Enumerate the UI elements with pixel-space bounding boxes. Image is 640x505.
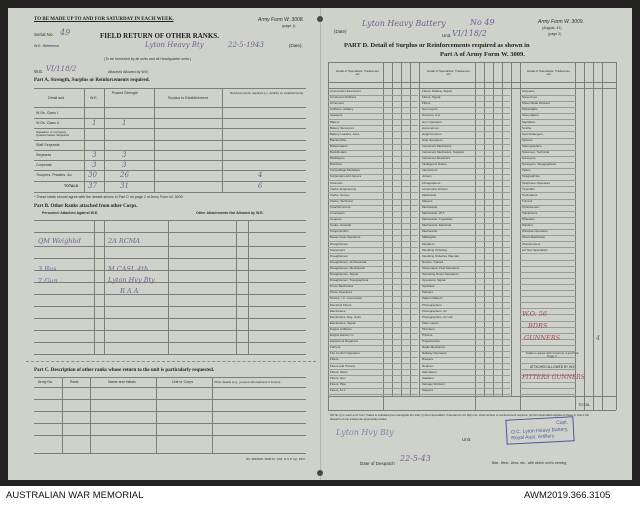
trade-row: Artificers, Artillery — [330, 107, 354, 112]
trade-row: Telephone Operators — [522, 180, 551, 185]
trade-row: Hammermen — [422, 125, 440, 130]
other-attachments-heading: Other Attachments Not Allowed by W.E. — [196, 211, 264, 215]
despatch-date-handwritten: 22-5-43 — [400, 454, 431, 463]
trade-row: Bookbinders — [330, 150, 347, 154]
printer-code: Wt. 36406/M. 5000 M. 1/43. G.S.P. Gp. 53/3 — [246, 457, 305, 461]
form-date: (August, 41) — [542, 26, 562, 30]
page-fold — [320, 8, 321, 480]
trade-row: Clerks, Engineering — [330, 186, 357, 191]
trade-row: Plate Layers — [422, 320, 439, 325]
part-b-entry: 3 Bus — [38, 265, 57, 273]
we-value: 3 — [92, 161, 97, 169]
trade-row: Moulders — [422, 241, 435, 246]
attached-allowed-note: ATTACHED ALLOWED BY W.E. — [530, 365, 576, 369]
trade-row: Fitters, M.T. — [330, 387, 346, 392]
col-head-trades: Detail of Specialists, Tradesmen, etc. — [527, 69, 571, 76]
trade-row: Tinsmiths — [522, 186, 535, 191]
form-title: FIELD RETURN OF OTHER RANKS. — [100, 32, 219, 40]
trade-row: Draughtsmen, Mechanical — [330, 265, 365, 270]
trade-row: Ammunition Examiners — [330, 89, 361, 93]
trade-row: Sheet Metal Workers — [522, 101, 550, 106]
trade-row: Camouflage Modellers — [330, 168, 361, 173]
form-page: (page 2) — [548, 32, 562, 36]
part-c-col: Name and Initials — [108, 380, 136, 384]
trade-row: Fitters — [330, 357, 339, 362]
col-detail: Detail and — [48, 96, 65, 100]
posted-total: 31 — [120, 182, 129, 190]
serial-label: Serial No. — [34, 32, 54, 37]
we-handwritten: VI/118/2 — [46, 65, 77, 73]
punch-hole — [317, 16, 323, 22]
trade-row: Projectionists — [422, 339, 440, 344]
signature-unit-handwritten: Lyton Hvy Bty — [336, 428, 394, 437]
trade-row: Shoemakers — [522, 113, 539, 118]
posted-value: 3 — [122, 151, 127, 159]
trade-row: Equipment Repairers — [330, 339, 359, 344]
trade-row: Printers — [422, 333, 433, 337]
trade-row: Draughtsmen, Architectural — [330, 259, 367, 264]
col-head-trades: Detail of Specialists, Tradesmen, etc. — [336, 69, 380, 76]
trade-row: Electricians — [330, 308, 346, 313]
form-number: Army Form W. 3008. — [258, 17, 304, 23]
part-c-col: Rank — [70, 380, 79, 384]
trade-row: Chemists — [330, 180, 343, 185]
trade-row: Smiths — [522, 125, 532, 130]
trade-row: Saddlers — [422, 375, 434, 380]
unit-handwritten: Lyton Heavy Battery — [362, 19, 446, 28]
trade-row: Interpreters — [422, 168, 438, 173]
trade-row: Operators, Signal — [422, 278, 446, 283]
trade-row: Railway Operators — [422, 351, 447, 356]
trade-row: Armament Artificers — [330, 95, 357, 100]
trade-row: Assayers — [330, 113, 343, 118]
trade-row: Telegraphists — [522, 174, 540, 179]
trade-row: Observation Post Assistants — [422, 265, 460, 270]
row-label: W.Os. Class II. — [36, 121, 60, 125]
part-c-heading: Part C. Description of other ranks whose return to the unit is particularly requested. — [34, 368, 215, 373]
trade-row: Cooks, Hospital — [330, 223, 352, 228]
trade-row: Driver Operators — [330, 290, 353, 295]
trade-row: Joiners — [422, 174, 432, 179]
we-col-handwritten: W.O. 56 — [522, 310, 547, 318]
trade-row: Mechanists — [422, 204, 438, 209]
trade-row: Welders — [522, 223, 533, 228]
trade-row: Stenographers — [522, 143, 542, 148]
trade-row: Electricians, Signal — [330, 320, 356, 325]
trade-row: Driver Mechanics — [330, 284, 354, 289]
trade-row: Engine Hands I.C. — [330, 333, 355, 337]
trade-row: Pattern Makers — [422, 296, 443, 301]
trade-row: Draughtsmen — [330, 253, 349, 258]
trade-row: Hide Operators — [422, 137, 443, 142]
trade-row: Opticians — [422, 284, 435, 289]
trade-row: Wireless Operators — [522, 229, 548, 234]
total-label: TOTAL — [578, 402, 591, 407]
trade-row: Upholsterers — [522, 204, 540, 209]
trade-row: Gun Layers — [422, 107, 438, 112]
trade-row: Moulding Orderlies — [422, 247, 448, 252]
trade-row: Fitters, Gun — [330, 375, 346, 380]
trade-row: Locomotive Drivers — [422, 186, 448, 191]
reinforcement-total: 6 — [258, 182, 263, 190]
totals-note: * These totals should agree with the details shown in Part D on page 2 of Army Form W. 3009. — [34, 195, 184, 199]
trade-row: Fitters, Motor — [330, 369, 348, 374]
col-we: W.E. — [90, 96, 98, 100]
serial-handwritten: 49 — [60, 28, 71, 37]
stamp-line: O.C. Lyton Heavy Battery, — [510, 426, 569, 436]
col-surplus: Surplus to Establishment — [168, 96, 208, 100]
trade-row: Draughtsmen, Signal — [330, 272, 359, 276]
part-b-subheading: Personnel Attached Against W.E. — [42, 211, 99, 215]
caption-institution: AUSTRALIAN WAR MEMORIAL — [6, 490, 144, 501]
form-page: (page 1) — [282, 24, 296, 28]
we-value: 3 — [92, 151, 97, 159]
trade-row: Machinists — [422, 192, 437, 197]
row-label: Troopers, Privates, &c. — [36, 173, 73, 177]
trade-row: Fire Control Operators — [330, 351, 360, 356]
part-b-unit: 2A RCMA — [108, 237, 141, 245]
trade-row: Coppersmiths — [330, 229, 349, 234]
trade-row: Painters — [422, 290, 434, 295]
trade-row: Instrument Mechanics — [422, 143, 452, 148]
signature-unit-label: Unit. — [462, 437, 472, 442]
number-handwritten: No 49 — [470, 18, 495, 27]
trade-row: Dispensers — [330, 247, 346, 252]
col-posted: Posted Strength — [112, 91, 138, 95]
trade-row: Rodmen — [422, 363, 434, 368]
row-label: Corporals — [36, 163, 52, 167]
unit-stamp — [505, 416, 574, 445]
trade-row: Armourers — [330, 101, 345, 106]
form-number: Army Form W. 3009. — [538, 19, 584, 25]
footnote: NOTE: (i) In each error from Trades is indicated given alongside the total. (ii) Non-Specialists: if demand is not fully met, show surplus or reinforcement required. (iii) Non-Specialists applies to those in whom the dispatch of one tradesman appropriate trades. — [330, 413, 589, 421]
trade-row: Drivers, I.C. Locomotive — [330, 296, 363, 301]
trade-row: Tailors — [522, 168, 531, 173]
trade-row: Scoppers — [522, 89, 535, 93]
row-label: Serjeants — [36, 153, 52, 157]
serving-with-label: Bde., Btns., Area, etc., with which unit is serving — [492, 461, 567, 465]
trade-row: Photographers, Air — [422, 308, 447, 313]
trade-row: Plumbers — [422, 326, 435, 331]
posted-value: 3 — [122, 161, 127, 169]
part-d-title: PART D. Detail of Surplus or Reinforcements required as shown in — [344, 42, 530, 49]
attached-allowed-label: Attached Allowed by W.E. — [108, 70, 149, 74]
trade-row: Boilermakers — [330, 143, 348, 148]
top-instruction: TO BE MADE UP TO AND FOR SATURDAY IN EACH WEEK. — [34, 17, 174, 22]
row-label: W.Os. Class I. — [36, 111, 59, 115]
trade-row: Signallers — [522, 119, 536, 124]
trade-row: Lift Non-Specialists — [522, 247, 548, 252]
trade-row: Height Finders — [422, 131, 442, 136]
caption-accession: AWM2019.366.3105 — [524, 490, 611, 501]
we-value: 1 — [92, 119, 97, 127]
trade-row: Fitters, Railway Signal — [422, 89, 452, 93]
we-value: 30 — [88, 171, 97, 179]
part-b-entry: QM Weighbd — [38, 237, 81, 245]
reinforcement-value: 4 — [258, 171, 263, 179]
we-total: 37 — [88, 182, 97, 190]
part-a-heading: Part A. Strength, Surplus or Reinforcements required. — [34, 78, 150, 83]
trade-row: Fitters and Turners — [330, 363, 356, 368]
bombardiers-handwritten: BDRS — [528, 322, 548, 330]
part-c-col: Other details (e.g., present whereabouts if known) — [214, 380, 281, 384]
trade-row: Battery Loaders, Assn. — [330, 131, 361, 136]
trade-row: Electrical Fitters — [330, 302, 352, 307]
date-handwritten: 22-5-1943 — [228, 41, 264, 49]
we-handwritten: VI/118/2 — [452, 29, 487, 38]
trade-row: Vulcanizers — [522, 211, 538, 215]
row-label-totals: TOTALS — [64, 184, 79, 188]
col-head-trades: Detail of Specialists, Tradesmen, etc. — [427, 69, 471, 76]
trade-row: Surveyors, Topographical — [522, 162, 556, 167]
trade-row: Radio Mechanics — [422, 345, 446, 350]
trade-row: Splicers — [522, 137, 533, 142]
furnished-note: (To be furnished by all units and all Headquarter units.) — [104, 57, 192, 61]
trade-row: Electricians, Eng. Units — [330, 314, 361, 319]
punch-hole — [317, 470, 323, 476]
trade-row: Millwrights — [422, 235, 437, 240]
trade-row: Woodworkers — [522, 241, 541, 246]
part-b-unit: R A A — [120, 287, 139, 295]
part-b-entry: 2 Gun — [38, 277, 58, 285]
trade-row: Mechanists, W.T. — [422, 211, 445, 215]
trade-row: Bricklayers — [330, 156, 345, 161]
trade-row: Operating Room Assistants — [422, 272, 459, 276]
trade-row: Wood Machinists — [522, 235, 545, 240]
stamp-rank: Capt. — [556, 419, 569, 427]
trade-row: Toolmakers — [522, 192, 538, 197]
despatch-label: Date of Despatch — [360, 461, 395, 466]
trade-row: Shipwrights — [522, 107, 538, 112]
posted-value: 26 — [120, 171, 129, 179]
trade-row: Butchers — [330, 162, 342, 167]
trade-row: Farriers — [330, 345, 341, 350]
trade-row: Carpenters and Joiners — [330, 174, 362, 179]
trade-row: Nurses, Trained — [422, 259, 444, 264]
date-label: (Date). — [289, 43, 303, 48]
we-label: W.E. — [34, 69, 44, 74]
trade-row: Riveters — [422, 357, 434, 362]
trade-row: Salvage Workers — [422, 381, 445, 386]
trade-row: Bakers — [330, 119, 340, 124]
trade-row: Clerks, Survey — [330, 192, 350, 197]
trade-row: Concreters — [330, 211, 345, 215]
date-label: (Date) — [334, 29, 347, 34]
trade-row: Gun Operators — [422, 119, 442, 124]
row-label: Staff Serjeants — [36, 143, 60, 147]
col-reinforcements: Reinforcements required (i.e. deficits on establishment) — [230, 91, 304, 95]
trade-row: Blacksmiths — [330, 137, 347, 142]
trade-row: Coopers — [330, 217, 342, 222]
unit-handwritten: Lyton Heavy Bty — [145, 41, 204, 49]
row-label: Squadron or Company Quartermaster-Serjeants — [36, 130, 70, 137]
trade-row: Mechanists — [422, 229, 438, 234]
trade-row: Lithographers — [422, 180, 441, 185]
trade-row: Engine Artificers — [330, 326, 352, 331]
part-b-heading: Part B. Other Ranks attached from other Corps. — [34, 204, 138, 209]
gunners-value: 4 — [596, 334, 601, 342]
trade-row: Intelligence Duties — [422, 162, 447, 167]
trade-row: Coachtrimmers — [330, 204, 351, 209]
part-c-col: Unit or Corps — [172, 380, 194, 384]
trade-row: Draughtsmen — [330, 241, 349, 246]
trade-row: Gunners, A.A. — [422, 113, 441, 118]
totals-agree-note: Totals to agree with Columns 4 and 6 of Page 1 — [525, 351, 579, 358]
fitters-handwritten: FITTERS GUNNERS — [522, 374, 585, 381]
trade-row: Fitters, Pipe — [330, 381, 347, 386]
part-b-unit: Lyton Hvy Bty — [108, 276, 155, 284]
gunners-handwritten: GUNNERS — [524, 334, 561, 342]
trade-row: Moulding Orderlies (Mental) — [422, 253, 460, 258]
part-c-col: Army No. — [38, 380, 53, 384]
trade-row: Storemen, Technical — [522, 150, 550, 154]
trade-row: Mechanists, Electrical — [422, 223, 452, 228]
trade-row: Photographers — [422, 302, 442, 307]
trade-row: Turners — [522, 198, 533, 203]
trade-row: Draughtsmen, Topographical — [330, 278, 369, 283]
trade-row: Sappers — [422, 387, 434, 392]
trade-row: Screenmen — [522, 95, 538, 100]
stamp-line: Royal Aust. Artillery — [511, 433, 555, 442]
trade-row: Sailmakers — [422, 369, 437, 374]
trade-row: Diesel Crew Operators — [330, 235, 361, 240]
trade-row: Fitters — [422, 101, 431, 106]
trade-row: Battery Surveyors — [330, 125, 354, 130]
posted-value: 1 — [122, 119, 127, 127]
trade-row: Mechanists, Typewriter — [422, 217, 453, 222]
trade-row: Masons — [422, 198, 433, 203]
trade-row: Wheelers — [522, 217, 535, 222]
trade-row: Sound Rangers — [522, 131, 543, 136]
trade-row: Instrument Repairers — [422, 156, 451, 161]
part-b-unit: M CASL 4th — [108, 265, 149, 273]
unit-label: Unit. — [442, 33, 452, 38]
trade-row: Instrument Mechanics, Surgical — [422, 150, 464, 154]
trade-row: Fitters, Signal — [422, 95, 441, 100]
part-d-subtitle: Part A of Army Form W. 3009. — [440, 51, 525, 58]
trade-row: Clerks, Technical — [330, 198, 353, 203]
trade-row: Surveyors — [522, 156, 536, 161]
trade-row: Photographers, Air Lab — [422, 314, 453, 319]
we-reference-label: W.E. Reference — [34, 44, 60, 48]
